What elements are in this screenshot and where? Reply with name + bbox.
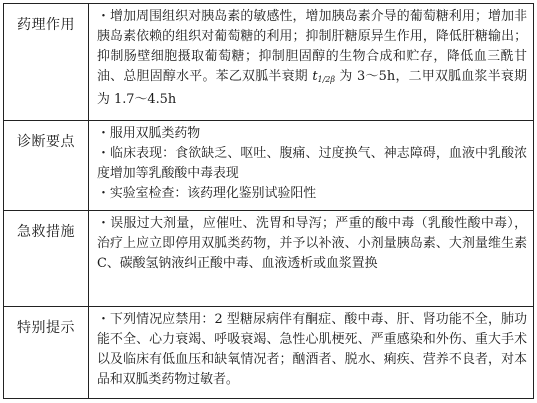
row-content [89, 4, 534, 121]
paragraph: ・误服过大剂量，应催吐、洗胃和导泻；严重的酸中毒（乳酸性酸中毒），治疗上应立即停用双胍类药物，并予以补液、小剂量胰岛素、大剂量维生素 C、碳酸氢钠液纠正酸中毒、血液透析或血浆置换 [97, 216, 527, 271]
row-label: 诊断要点 [4, 121, 89, 211]
drug-info-table [3, 3, 534, 399]
paragraph: ・增加周围组织对胰岛素的敏感性，增加胰岛素介导的葡萄糖利用；增加非胰岛素依赖的组织对葡萄糖的利用；抑制肝糖原异生作用，降低肝糖输出；抑制肠壁细胞摄取葡萄糖；抑制胆固醇的生物合成和贮存，降低血三酰甘油、总胆固醇水平。苯乙双胍半衰期 $t_{1/2\beta}$ 为 3～5h，二甲双胍血浆半衰期为 1.7～4.5h [97, 9, 527, 107]
row-label: 药理作用 [4, 4, 89, 121]
table-row-first-aid [4, 211, 534, 307]
table-row-diagnosis [4, 121, 534, 211]
paragraph: ・下列情况应禁用：2 型糖尿病伴有酮症、酸中毒、肝、肾功能不全，肺功能不全、心力衰竭、呼吸衰竭、急性心肌梗死、严重感染和外伤、重大手术以及临床有低血压和缺氧情况者；酗酒者、脱水、痢疾、营养不良者，对本品和双胍类药物过敏者。 [97, 312, 527, 387]
table-row-special-notes [4, 307, 534, 399]
paragraph: ・临床表现：食欲缺乏、呕吐、腹痛、过度换气、神志障碍，血液中乳酸浓度增加等乳酸酸中毒表现 [97, 146, 527, 181]
row-content [89, 307, 534, 399]
row-label: 特别提示 [4, 307, 89, 399]
row-content [89, 121, 534, 211]
row-label: 急救措施 [4, 211, 89, 307]
paragraph: ・服用双胍类药物 [97, 126, 201, 141]
paragraph: ・实验室检查：该药理化鉴别试验阳性 [97, 186, 317, 201]
row-content [89, 211, 534, 307]
table-row-pharmacology [4, 4, 534, 121]
